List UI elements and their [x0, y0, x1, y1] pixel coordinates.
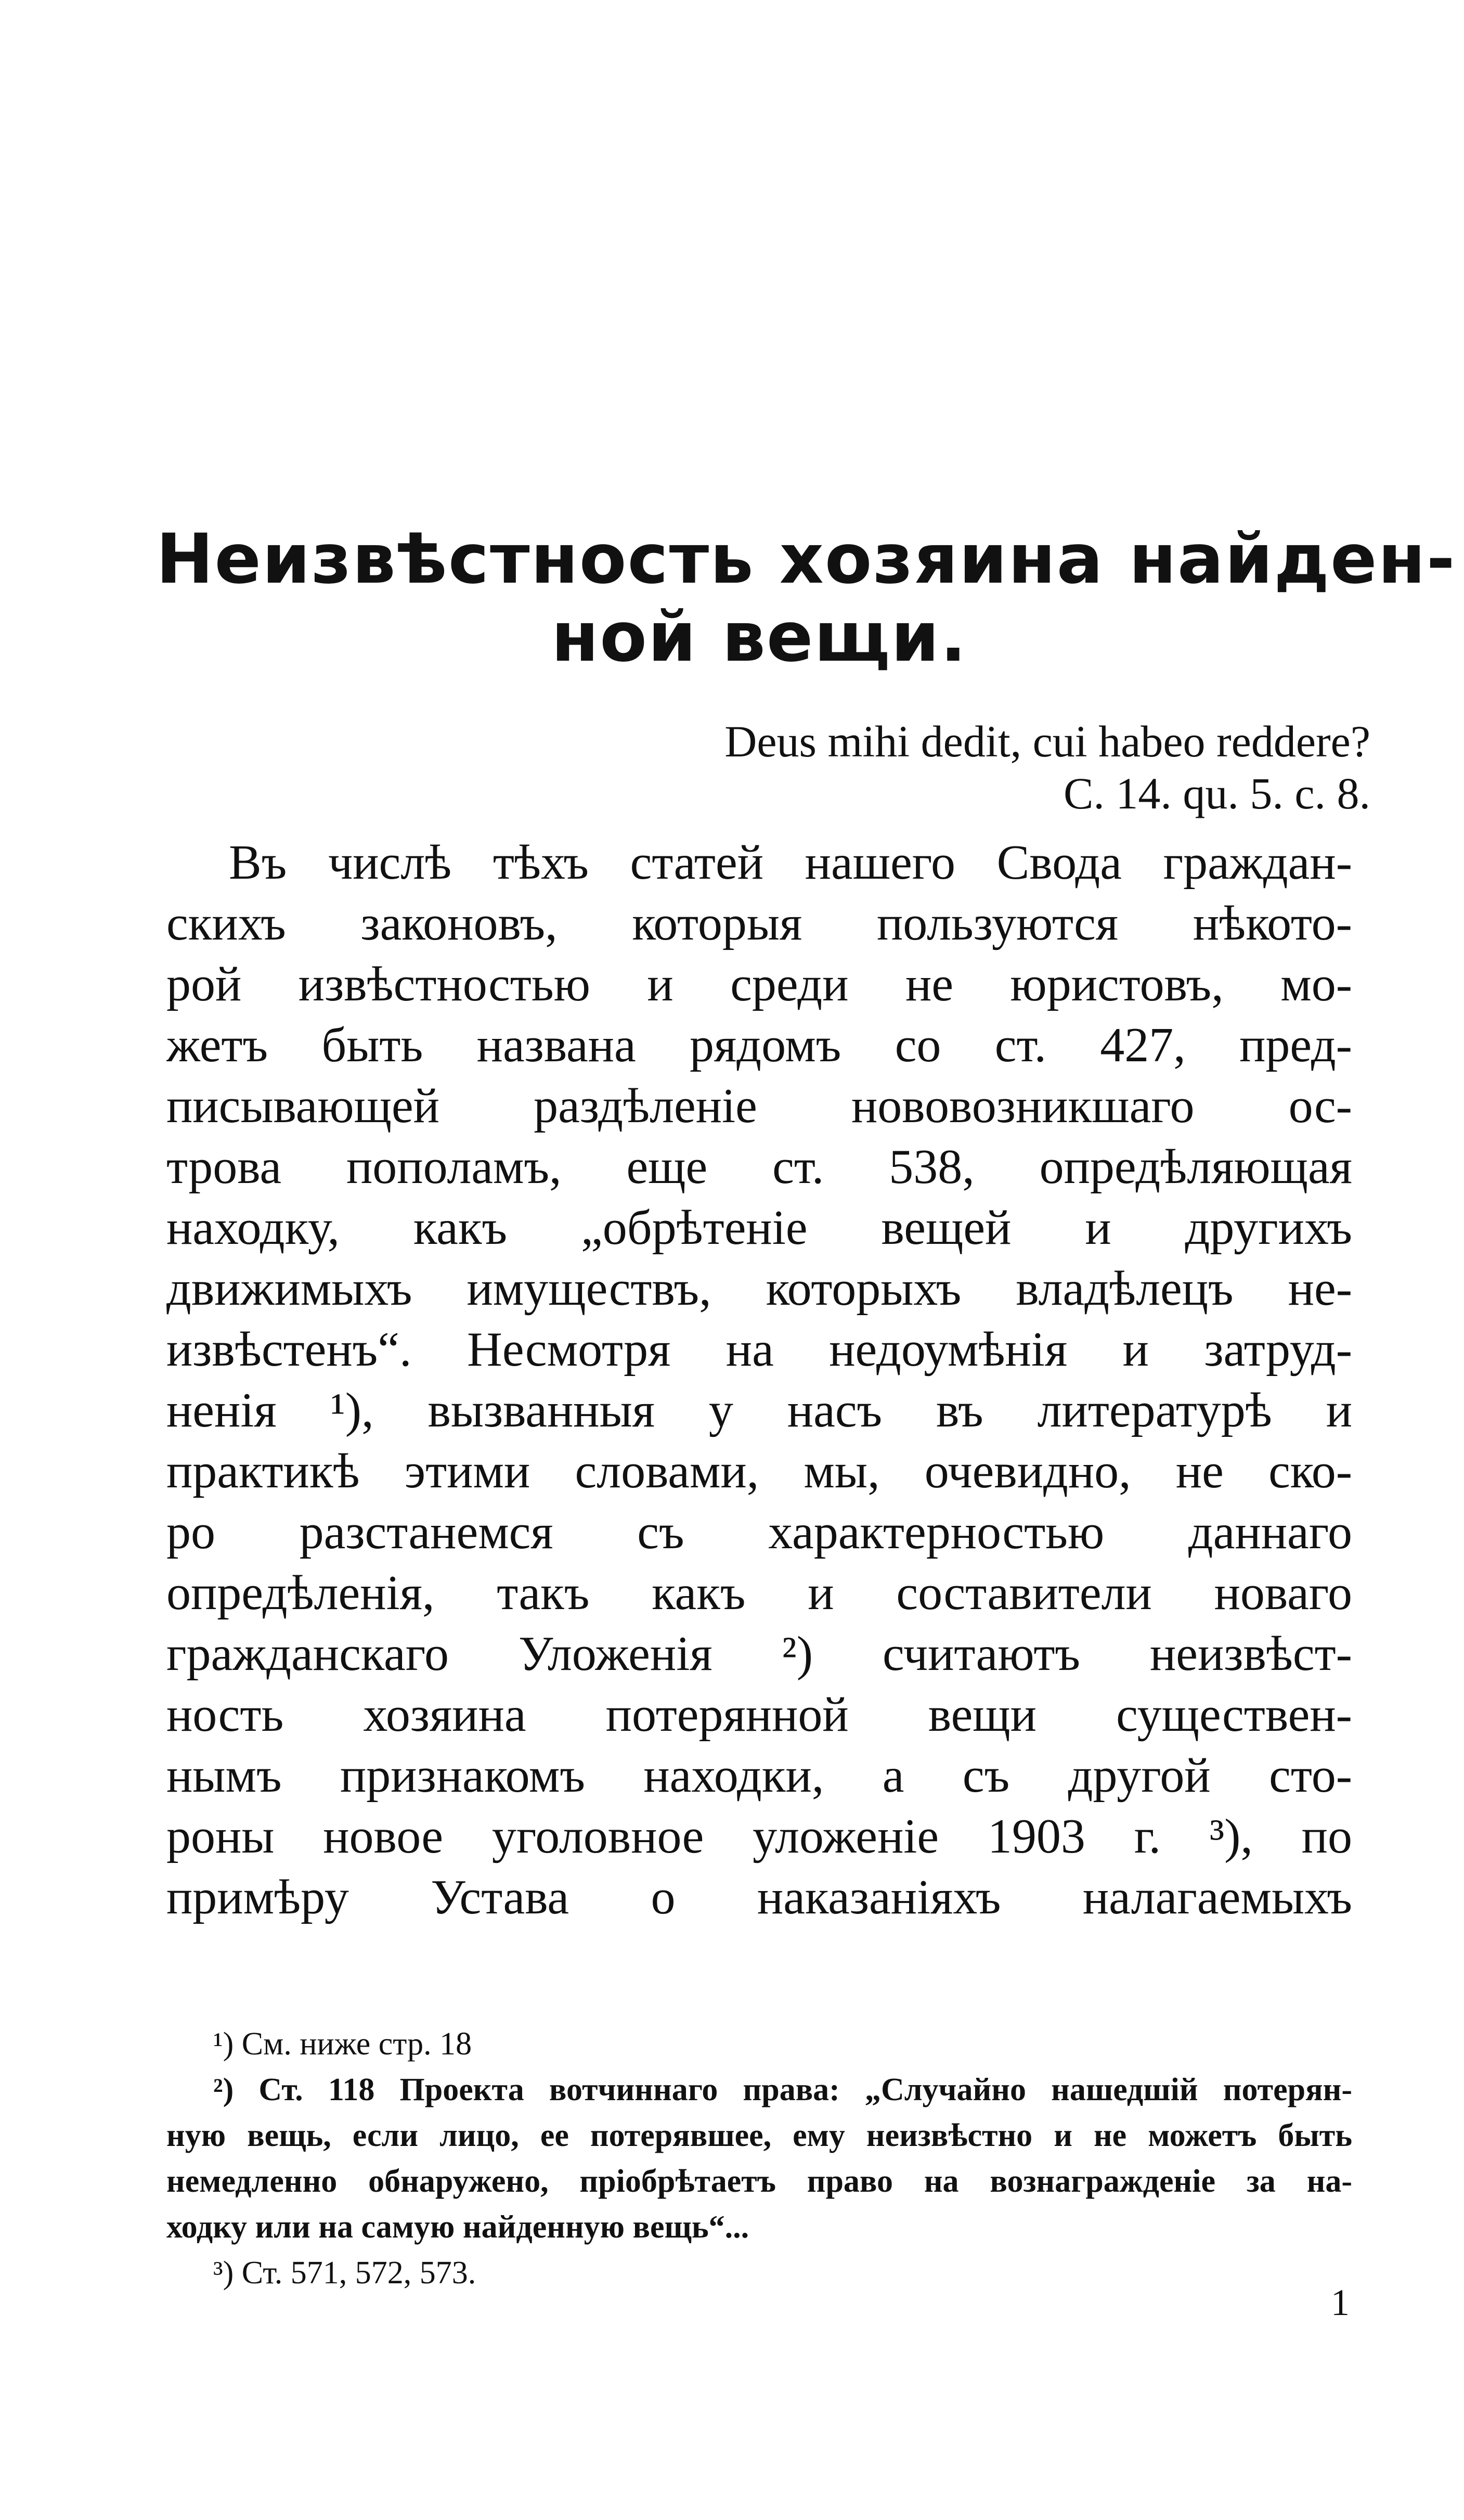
body-line: скихъ законовъ, которыя пользуются нѣкото- [166, 896, 1352, 950]
body-line: находку, какъ „обрѣтеніе вещей и другихъ [166, 1201, 1352, 1255]
body-paragraph [166, 832, 1352, 1928]
chapter-title [156, 519, 1456, 677]
body-line: движимыхъ имуществъ, которыхъ владѣлецъ не- [166, 1262, 1352, 1316]
body-line: рой извѣстностью и среди не юристовъ, мо- [166, 957, 1352, 1011]
body-line: нымъ признакомъ находки, а съ другой сто- [166, 1748, 1352, 1803]
epigraph-quote: Deus mihi dedit, cui habeo reddere? [724, 716, 1370, 766]
body-line: трова пополамъ, еще ст. 538, опредѣляющая [166, 1140, 1352, 1194]
footnote-2-line-2: ную вещь, если лицо, ее потерявшее, ему неизвѣстно и не можетъ быть [166, 2118, 1352, 2153]
footnote-1: ¹) См. ниже стр. 18 [213, 2026, 472, 2062]
body-line: практикѣ этими словами, мы, очевидно, не ско- [166, 1444, 1352, 1498]
footnote-2-line-4: ходку или на самую найденную вещь“... [166, 2209, 749, 2245]
epigraph-source: C. 14. qu. 5. c. 8. [1063, 768, 1370, 818]
body-line: опредѣленія, такъ какъ и составители новаго [166, 1566, 1352, 1620]
body-line: Въ числѣ тѣхъ статей нашего Свода граждан- [229, 835, 1352, 890]
footnote-2-line-1: ²) Ст. 118 Проекта вотчиннаго права: „Случайно нашедшій потерян- [213, 2072, 1352, 2107]
body-line: ность хозяина потерянной вещи существен- [166, 1688, 1352, 1742]
body-line: писывающей раздѣленіе нововозникшаго ос- [166, 1079, 1352, 1133]
footnote-2-line-3: немедленно обнаружено, пріобрѣтаетъ право на вознагражденіе за на- [166, 2164, 1352, 2199]
footnote-3: ³) Ст. 571, 572, 573. [213, 2255, 476, 2291]
epigraph [724, 715, 1370, 819]
chapter-title-line-2: ной вещи. [551, 597, 967, 677]
body-line: роны новое уголовное уложеніе 1903 г. ³), по [166, 1809, 1352, 1863]
body-line: извѣстенъ“. Несмотря на недоумѣнія и затруд- [166, 1322, 1352, 1377]
chapter-title-line-1: Неизвѣстность хозяина найден- [156, 519, 1456, 599]
body-line: жетъ быть названа рядомъ со ст. 427, пред- [166, 1018, 1352, 1072]
footnotes [166, 2021, 1352, 2296]
body-line: ро разстанемся съ характерностью даннаго [166, 1505, 1352, 1559]
body-line: гражданскаго Уложенія ²) считаютъ неизвѣст- [166, 1627, 1352, 1681]
page-number: 1 [1331, 2282, 1350, 2323]
body-line: ненія ¹), вызванныя у насъ въ литературѣ и [166, 1383, 1352, 1437]
body-line: примѣру Устава о наказаніяхъ налагаемыхъ [166, 1870, 1352, 1924]
